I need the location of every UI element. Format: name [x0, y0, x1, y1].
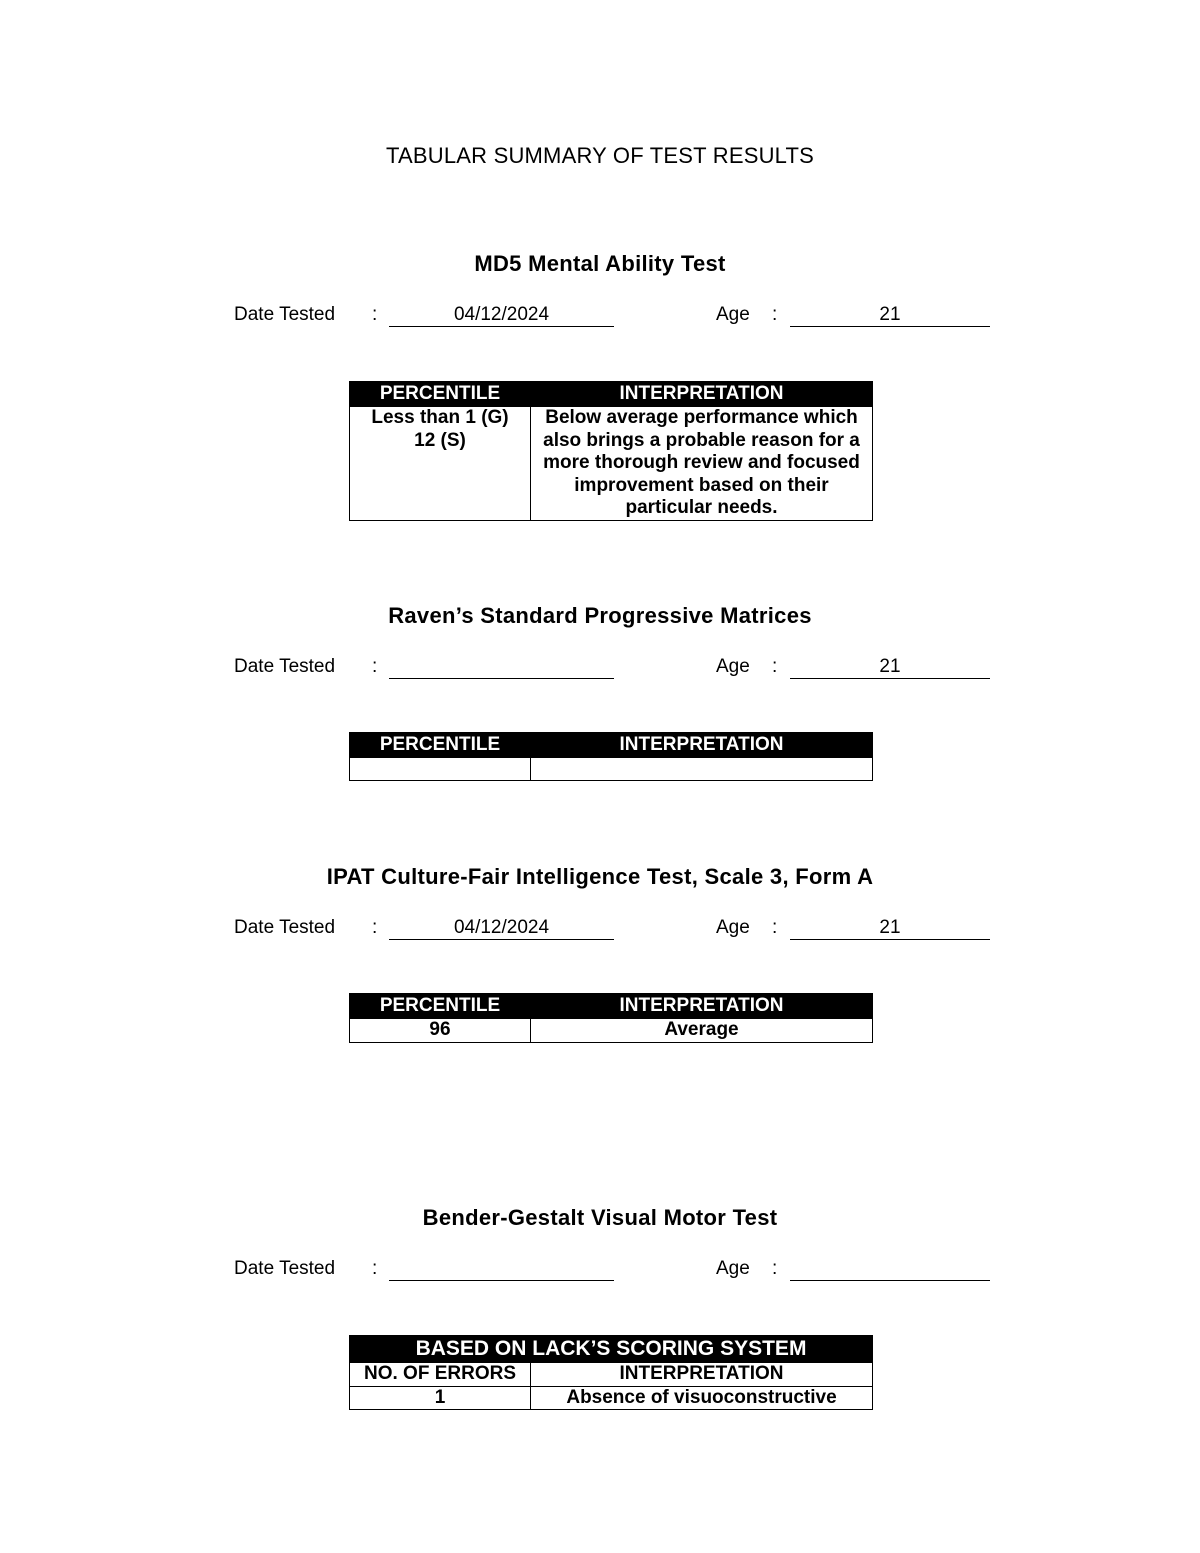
interpretation-header: INTERPRETATION	[531, 382, 873, 407]
page-title: TABULAR SUMMARY OF TEST RESULTS	[386, 143, 814, 168]
percentile-header: PERCENTILE	[350, 733, 531, 758]
scoring-system-header: BASED ON LACK’S SCORING SYSTEM	[350, 1336, 873, 1363]
age-field: 21	[790, 917, 990, 940]
errors-header: NO. OF ERRORS	[350, 1363, 531, 1387]
table-header-row	[350, 994, 873, 1019]
date-tested-field	[389, 1258, 614, 1281]
table-row	[350, 1019, 873, 1043]
ravens-results-table	[349, 732, 873, 781]
date-tested-field: 04/12/2024	[389, 917, 614, 940]
section-title-md5: MD5 Mental Ability Test	[474, 251, 726, 276]
section-title-ravens: Raven’s Standard Progressive Matrices	[388, 603, 812, 628]
table-title-row	[350, 1336, 873, 1363]
date-tested-field	[389, 656, 614, 679]
age-field	[790, 1258, 990, 1281]
date-tested-label: Date Tested	[234, 1258, 336, 1279]
table-row	[350, 1386, 873, 1410]
age-colon: :	[772, 656, 778, 677]
interpretation-header: INTERPRETATION	[531, 733, 873, 758]
age-label: Age	[716, 304, 750, 325]
md5-results-table	[349, 381, 873, 521]
age-colon: :	[772, 1258, 778, 1279]
percentile-cell	[350, 407, 531, 521]
section-title-ipat: IPAT Culture-Fair Intelligence Test, Scale 3, Form A	[326, 864, 874, 889]
interpretation-cell: Below average performance which also brings a probable reason for a more thorough review and focused improvement based on their particular needs.	[531, 407, 873, 521]
percentile-line-specific: 12 (S)	[414, 429, 466, 451]
date-tested-colon: :	[372, 656, 378, 677]
table-row	[350, 758, 873, 781]
age-field: 21	[790, 656, 990, 679]
percentile-cell: 96	[350, 1019, 531, 1043]
percentile-header: PERCENTILE	[350, 994, 531, 1019]
table-row	[350, 407, 873, 521]
date-tested-label: Date Tested	[234, 917, 336, 938]
age-colon: :	[772, 917, 778, 938]
age-label: Age	[716, 656, 750, 677]
table-header-row	[350, 382, 873, 407]
section-title-bender-gestalt: Bender-Gestalt Visual Motor Test	[422, 1205, 778, 1230]
percentile-header: PERCENTILE	[350, 382, 531, 407]
age-label: Age	[716, 1258, 750, 1279]
date-tested-label: Date Tested	[234, 656, 336, 677]
percentile-cell	[350, 758, 531, 781]
percentile-line-general: Less than 1 (G)	[371, 407, 509, 428]
bender-gestalt-results-table	[349, 1335, 873, 1410]
table-subheader-row	[350, 1363, 873, 1387]
errors-cell: 1	[350, 1386, 531, 1410]
age-label: Age	[716, 917, 750, 938]
age-colon: :	[772, 304, 778, 325]
ipat-results-table	[349, 993, 873, 1043]
date-tested-colon: :	[372, 917, 378, 938]
interpretation-cell	[531, 758, 873, 781]
age-field: 21	[790, 304, 990, 327]
table-header-row	[350, 733, 873, 758]
interpretation-header: INTERPRETATION	[531, 1363, 873, 1387]
date-tested-label: Date Tested	[234, 304, 336, 325]
date-tested-colon: :	[372, 1258, 378, 1279]
date-tested-colon: :	[372, 304, 378, 325]
date-tested-field: 04/12/2024	[389, 304, 614, 327]
interpretation-cell: Average	[531, 1019, 873, 1043]
interpretation-header: INTERPRETATION	[531, 994, 873, 1019]
interpretation-cell: Absence of visuoconstructive	[531, 1386, 873, 1410]
